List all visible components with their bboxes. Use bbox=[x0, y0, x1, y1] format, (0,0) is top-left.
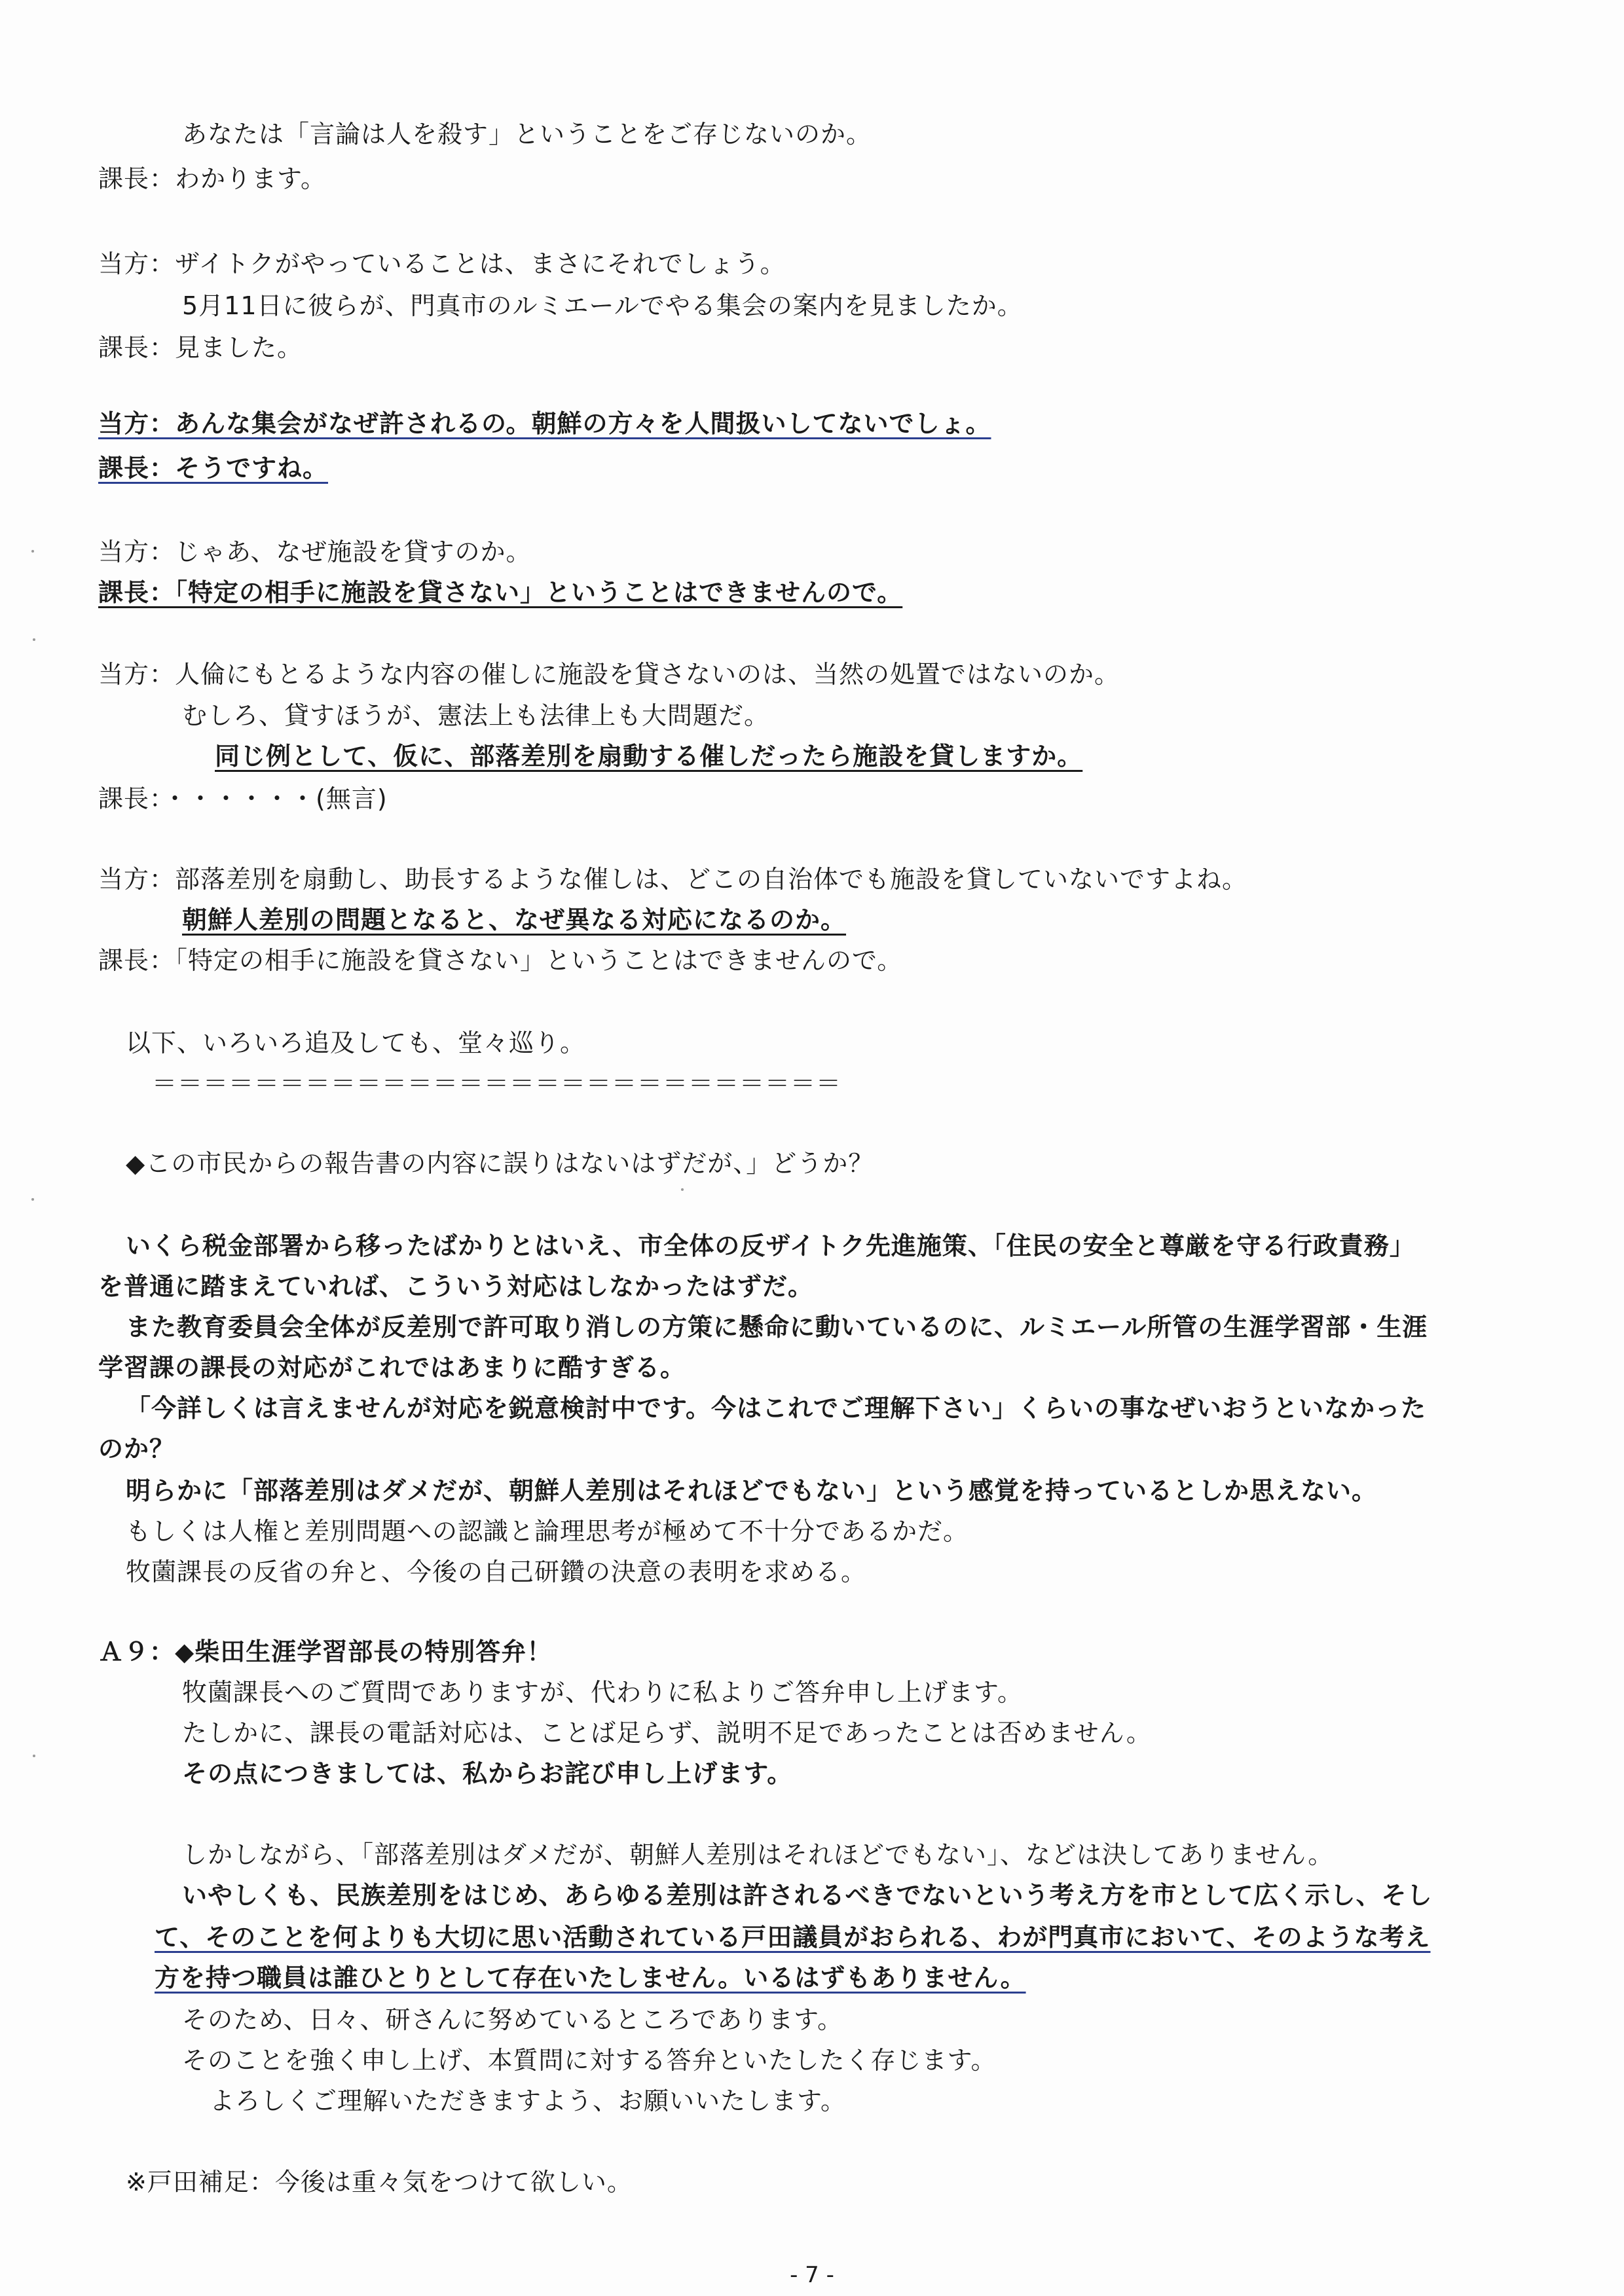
page-number: - 7 - bbox=[790, 2262, 834, 2288]
dialogue-line-emphasis: 課長：そうですね。 bbox=[98, 454, 329, 483]
commentary-line: を普通に踏まえていれば、こういう対応はしなかったはずだ。 bbox=[98, 1272, 814, 1301]
commentary-line: 牧薗課長の反省の弁と、今後の自己研鑽の決意の表明を求める。 bbox=[126, 1558, 867, 1586]
separator-line: ＝＝＝＝＝＝＝＝＝＝＝＝＝＝＝＝＝＝＝＝＝＝＝＝＝＝＝ bbox=[152, 1069, 842, 1098]
dialogue-line-emphasis: 当方：あんな集会がなぜ許されるの。朝鮮の方々を人間扱いしてないでしょ。 bbox=[98, 409, 991, 438]
dialogue-line: 課長：・・・・・・(無言) bbox=[98, 784, 388, 813]
answer-line: しかしながら、「部落差別はダメだが、朝鮮人差別はそれほどでもない」、などは決してありません。 bbox=[182, 1840, 1334, 1869]
answer-line-emphasis: 方を持つ職員は誰ひとりとして存在いたしません。いるはずもありません。 bbox=[155, 1963, 1026, 1992]
dialogue-line-emphasis: 課長：「特定の相手に施設を貸さない」ということはできませんので。 bbox=[98, 578, 903, 607]
commentary-line: もしくは人権と差別問題への認識と論理思考が極めて不十分であるかだ。 bbox=[126, 1517, 969, 1546]
answer-line: いやしくも、民族差別をはじめ、あらゆる差別は許されるべきでないという考え方を市として広く示し、そし bbox=[182, 1881, 1433, 1910]
commentary-line: いくら税金部署から移ったばかりとはいえ、市全体の反ザイトク先進施策、「住民の安全と尊厳を守る行政責務」 bbox=[126, 1231, 1415, 1260]
commentary-line: また教育委員会全体が反差別で許可取り消しの方策に懸命に動いているのに、ルミエール所管の生涯学習部・生涯 bbox=[126, 1313, 1428, 1341]
scan-speck bbox=[33, 1755, 35, 1757]
dialogue-line: あなたは「言論は人を殺す」ということをご存じないのか。 bbox=[182, 120, 872, 149]
scan-speck bbox=[31, 550, 34, 553]
note-line: ※戸田補足：今後は重々気をつけて欲しい。 bbox=[126, 2168, 633, 2196]
answer-line-emphasis: て、そのことを何よりも大切に思い活動されている戸田議員がおられる、わが門真市において、そのような考え bbox=[155, 1923, 1431, 1952]
commentary-line: 「今詳しくは言えませんが対応を鋭意検討中です。今はこれでご理解下さい」くらいの事なぜいおうといなかった bbox=[126, 1394, 1426, 1423]
dialogue-line: むしろ、貸すほうが、憲法上も法律上も大問題だ。 bbox=[182, 701, 770, 730]
dialogue-line: 当方：ザイトクがやっていることは、まさにそれでしょう。 bbox=[98, 249, 786, 278]
scan-speck bbox=[31, 1198, 34, 1201]
dialogue-line: 5月11日に彼らが、門真市のルミエールでやる集会の案内を見ましたか。 bbox=[182, 291, 1023, 320]
answer-line: 牧薗課長へのご質問でありますが、代わりに私よりご答弁申し上げます。 bbox=[182, 1678, 1023, 1707]
question-heading: ◆この市民からの報告書の内容に誤りはないはずだが、」どうか？ bbox=[126, 1149, 874, 1178]
dialogue-line: 課長：「特定の相手に施設を貸さない」ということはできませんので。 bbox=[98, 946, 903, 975]
dialogue-line: 当方：人倫にもとるような内容の催しに施設を貸さないのは、当然の処置ではないのか。 bbox=[98, 660, 1120, 689]
dialogue-line-emphasis: 朝鮮人差別の問題となると、なぜ異なる対応になるのか。 bbox=[182, 905, 847, 934]
dialogue-line-emphasis: 同じ例として、仮に、部落差別を扇動する催しだったら施設を貸しますか。 bbox=[215, 742, 1083, 771]
commentary-line: のか？ bbox=[98, 1434, 175, 1463]
answer-line: よろしくご理解いただきますよう、お願いいたします。 bbox=[210, 2086, 846, 2115]
dialogue-line: 当方：じゃあ、なぜ施設を貸すのか。 bbox=[98, 538, 532, 566]
answer-line: その点につきましては、私からお詫び申し上げます。 bbox=[182, 1759, 793, 1788]
answer-line: そのことを強く申し上げ、本質問に対する答弁といたしたく存じます。 bbox=[182, 2046, 997, 2075]
commentary-line: 明らかに「部落差別はダメだが、朝鮮人差別はそれほどでもない」という感覚を持っているとしか思えない。 bbox=[126, 1476, 1378, 1505]
answer-line: そのため、日々、研さんに努めているところであります。 bbox=[182, 2005, 843, 2034]
summary-line: 以下、いろいろ追及しても、堂々巡り。 bbox=[126, 1029, 586, 1057]
scan-speck bbox=[681, 1188, 684, 1191]
scan-speck bbox=[33, 638, 35, 641]
dialogue-line: 課長：わかります。 bbox=[98, 164, 326, 193]
answer-heading: Ａ９：◆柴田生涯学習部長の特別答弁！ bbox=[98, 1637, 553, 1666]
answer-line: たしかに、課長の電話対応は、ことば足らず、説明不足であったことは否めません。 bbox=[182, 1719, 1152, 1747]
dialogue-line: 課長：見ました。 bbox=[98, 333, 303, 362]
commentary-line: 学習課の課長の対応がこれではあまりに酷すぎる。 bbox=[98, 1353, 686, 1382]
dialogue-line: 当方：部落差別を扇動し、助長するような催しは、どこの自治体でも施設を貸していないですよね。 bbox=[98, 865, 1248, 894]
